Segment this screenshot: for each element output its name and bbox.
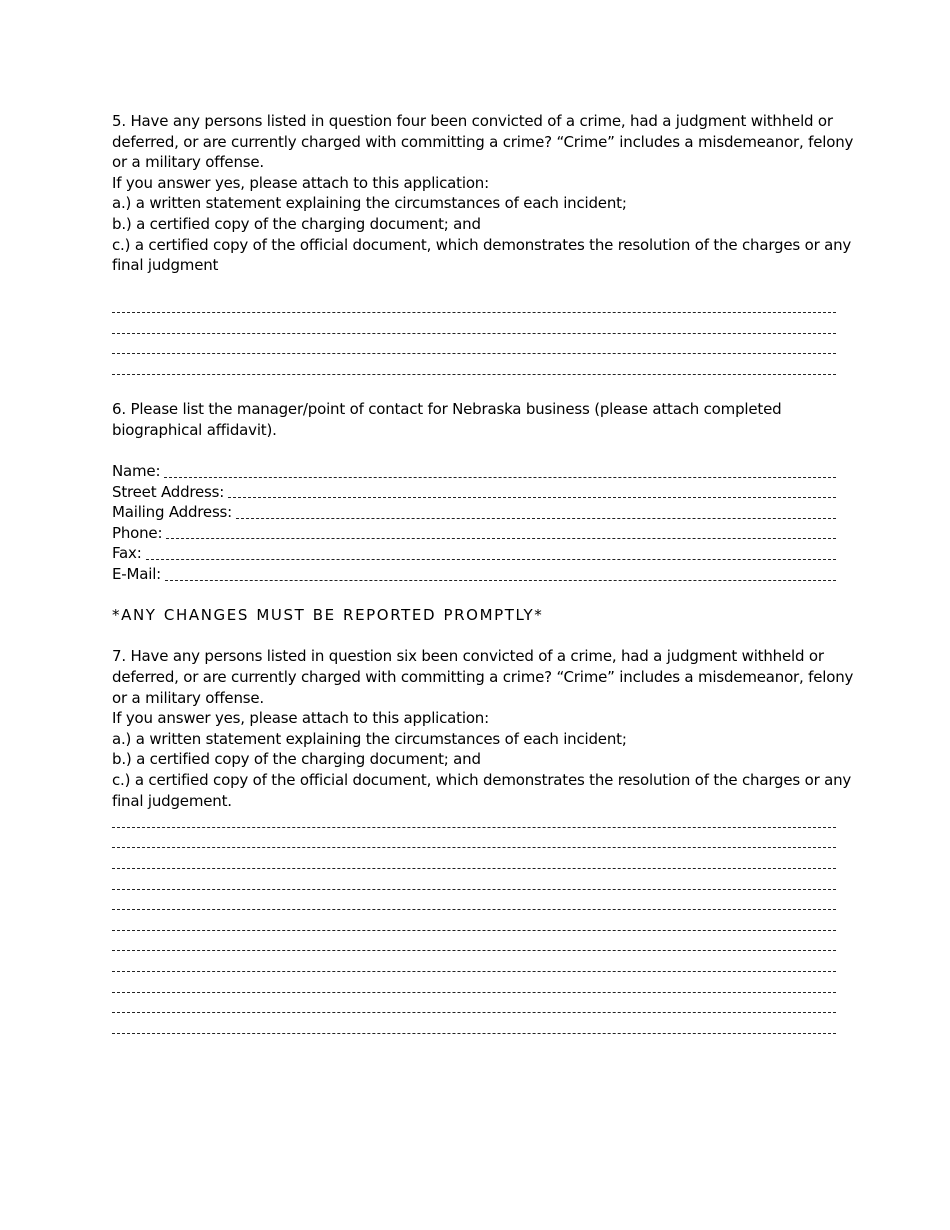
- email-label: E-Mail:: [112, 565, 162, 584]
- name-field[interactable]: [112, 461, 836, 482]
- question-5-text-line-3: or a military offense.: [112, 153, 264, 172]
- question-5-item-c-line-1: c.) a certified copy of the official document, which demonstrates the resolution of the charges or any: [112, 235, 852, 254]
- mailing-address-field[interactable]: [112, 502, 836, 523]
- question-5-item-a: a.) a written statement explaining the circumstances of each incident;: [112, 194, 627, 213]
- question-7-text-line-2: deferred, or are currently charged with committing a crime? “Crime” includes a misdemeanor, felony: [112, 668, 854, 687]
- question-6-text-line-2: biographical affidavit).: [112, 420, 277, 439]
- question-5-text-line-2: deferred, or are currently charged with committing a crime? “Crime” includes a misdemeanor, felony: [112, 132, 854, 151]
- answer-line[interactable]: [112, 1017, 836, 1038]
- spacer: [112, 441, 836, 462]
- question-7-answer-area[interactable]: [112, 811, 836, 1038]
- fax-label: Fax:: [112, 544, 142, 563]
- question-5-instruction: If you answer yes, please attach to this application:: [112, 173, 489, 192]
- question-7-text-line-3: or a military offense.: [112, 688, 264, 707]
- question-7-item-c-line-1: c.) a certified copy of the official document, which demonstrates the resolution of the charges or any: [112, 771, 852, 789]
- answer-line[interactable]: [112, 852, 836, 873]
- answer-line[interactable]: [112, 894, 836, 915]
- answer-line[interactable]: [112, 317, 836, 338]
- phone-label: Phone:: [112, 523, 163, 542]
- name-label: Name:: [112, 462, 161, 481]
- answer-line[interactable]: [112, 296, 836, 317]
- answer-line[interactable]: [112, 914, 836, 935]
- question-6: [112, 399, 836, 440]
- mailing-address-label: Mailing Address:: [112, 503, 233, 522]
- question-7: [112, 646, 854, 811]
- spacer: [112, 585, 836, 606]
- question-7-item-b: b.) a certified copy of the charging document; and: [112, 750, 481, 769]
- name-input-line[interactable]: [164, 476, 836, 478]
- answer-line[interactable]: [112, 873, 836, 894]
- spacer: [112, 626, 836, 647]
- question-5-item-c-line-2: final judgment: [112, 256, 219, 275]
- answer-line[interactable]: [112, 935, 836, 956]
- street-address-input-line[interactable]: [228, 496, 836, 498]
- question-5-answer-area[interactable]: [112, 296, 836, 378]
- mailing-address-input-line[interactable]: [236, 517, 836, 519]
- question-6-text-line-1: 6. Please list the manager/point of contact for Nebraska business (please attach completed: [112, 400, 782, 419]
- contact-fields: [112, 461, 836, 585]
- answer-line[interactable]: [112, 832, 836, 853]
- spacer: [112, 379, 836, 400]
- fax-input-line[interactable]: [146, 558, 836, 560]
- email-field[interactable]: [112, 564, 836, 585]
- question-7-item-a: a.) a written statement explaining the circumstances of each incident;: [112, 729, 627, 748]
- street-address-field[interactable]: [112, 482, 836, 503]
- question-5-text-line-1: 5. Have any persons listed in question four been convicted of a crime, had a judgment withheld or: [112, 112, 833, 130]
- answer-line[interactable]: [112, 997, 836, 1018]
- question-5: [112, 111, 854, 276]
- question-7-item-c-line-2: final judgement.: [112, 791, 232, 810]
- form-page: [112, 111, 854, 1038]
- answer-line[interactable]: [112, 358, 836, 379]
- question-7-text-line-1: 7. Have any persons listed in question six been convicted of a crime, had a judgment withheld or: [112, 647, 824, 666]
- phone-input-line[interactable]: [166, 537, 836, 539]
- answer-line[interactable]: [112, 338, 836, 359]
- question-7-instruction: If you answer yes, please attach to this application:: [112, 709, 489, 728]
- answer-line[interactable]: [112, 955, 836, 976]
- email-input-line[interactable]: [165, 579, 836, 581]
- phone-field[interactable]: [112, 523, 836, 544]
- street-address-label: Street Address:: [112, 482, 225, 501]
- changes-notice: *ANY CHANGES MUST BE REPORTED PROMPTLY*: [112, 606, 544, 625]
- answer-line[interactable]: [112, 811, 836, 832]
- spacer: [112, 276, 836, 297]
- fax-field[interactable]: [112, 543, 836, 564]
- question-5-item-b: b.) a certified copy of the charging document; and: [112, 214, 481, 233]
- answer-line[interactable]: [112, 976, 836, 997]
